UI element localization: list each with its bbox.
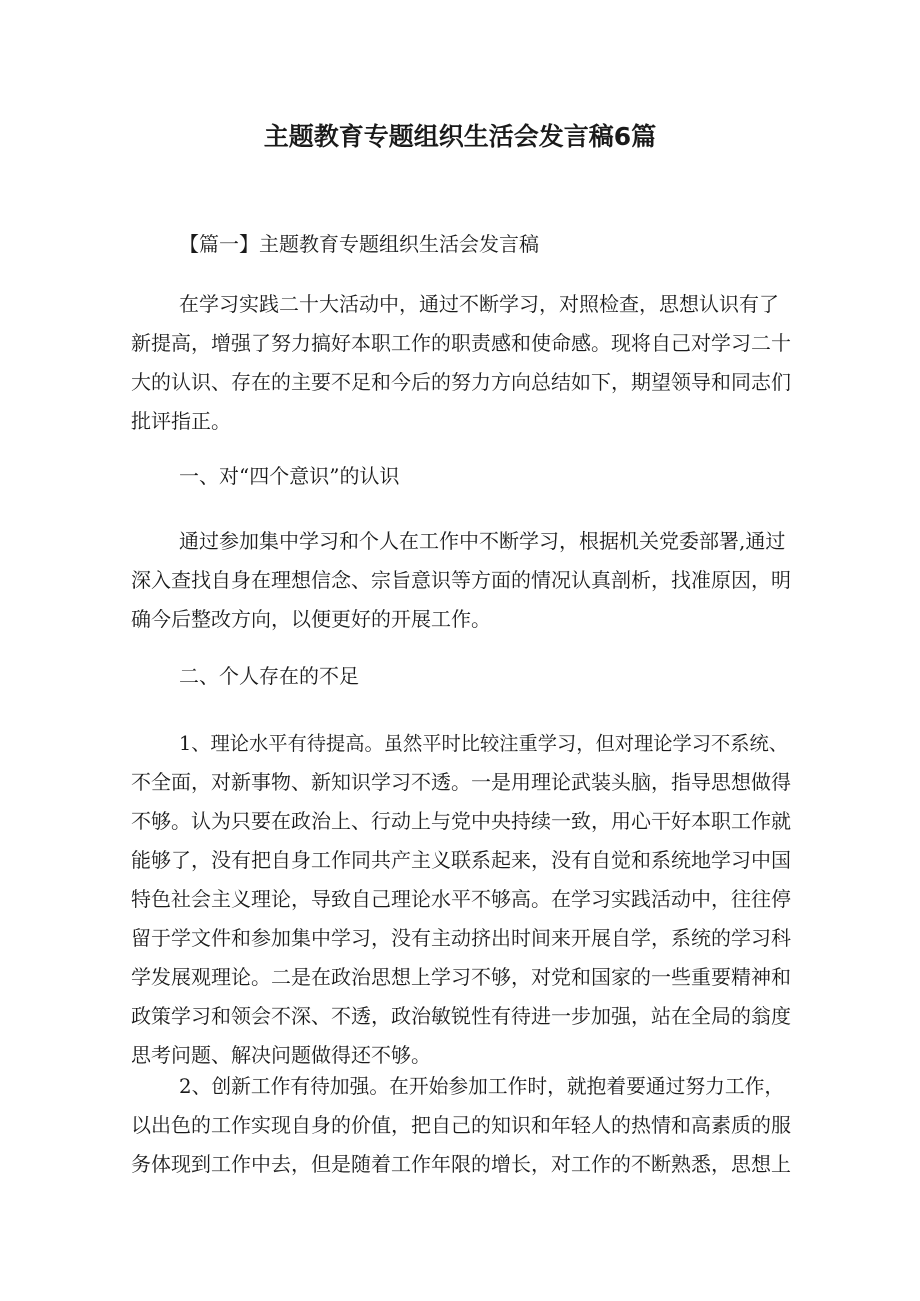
item-one-line: 留于学文件和参加集中学习，没有主动挤出时间来开展自学，系统的学习科 [131,926,791,950]
item-two-line: 2、创新工作有待加强。在开始参加工作时，就抱着要通过努力工作， [179,1075,785,1098]
paragraph-one [131,522,791,639]
item-one-line: 1、理论水平有待提高。虽然平时比较注重学习，但对理论学习不系统、 [179,732,788,755]
intro-paragraph [131,285,791,441]
intro-line: 在学习实践二十大活动中，通过不断学习，对照检查，思想认识有了 [179,292,779,316]
section-heading: 【篇一】主题教育专题组织生活会发言稿 [179,232,539,256]
intro-line: 批评指正。 [131,409,231,433]
heading-two: 二、个人存在的不足 [179,664,359,688]
item-one-line: 不全面，对新事物、新知识学习不透。一是用理论武装头脑，指导思想做得 [131,770,791,794]
item-two-line: 以出色的工作实现自身的价值，把自己的知识和年轻人的热情和高素质的服 [131,1113,791,1137]
paragraph-one-line: 深入查找自身在理想信念、宗旨意识等方面的情况认真剖析，找准原因，明 [131,568,791,592]
item-one-line: 思考问题、解决问题做得还不够。 [131,1043,431,1067]
item-one-line: 能够了，没有把自身工作同共产主义联系起来，没有自觉和系统地学习中国 [131,848,791,872]
intro-line: 新提高，增强了努力搞好本职工作的职责感和使命感。现将自己对学习二十 [131,331,791,355]
item-one-line: 特色社会主义理论，导致自己理论水平不够高。在学习实践活动中，往往停 [131,887,791,911]
item-two-paragraph [131,1067,791,1184]
paragraph-one-line: 确今后整改方向，以便更好的开展工作。 [131,607,491,631]
item-one-line: 学发展观理论。二是在政治思想上学习不够，对党和国家的一些重要精神和 [131,965,791,989]
intro-line: 大的认识、存在的主要不足和今后的努力方向总结如下，期望领导和同志们 [131,370,791,394]
item-one-paragraph [131,724,791,1075]
paragraph-one-line: 通过参加集中学习和个人在工作中不断学习，根据机关党委部署,通过 [179,529,786,553]
item-one-line: 不够。认为只要在政治上、行动上与党中央持续一致，用心干好本职工作就 [131,809,791,833]
item-two-line: 务体现到工作中去，但是随着工作年限的增长，对工作的不断熟悉，思想上 [131,1152,791,1176]
document-title: 主题教育专题组织生活会发言稿6篇 [263,122,657,151]
item-one-line: 政策学习和领会不深、不透，政治敏锐性有待进一步加强，站在全局的翁度 [131,1004,791,1028]
heading-one: 一、对“四个意识”的认识 [179,464,400,488]
